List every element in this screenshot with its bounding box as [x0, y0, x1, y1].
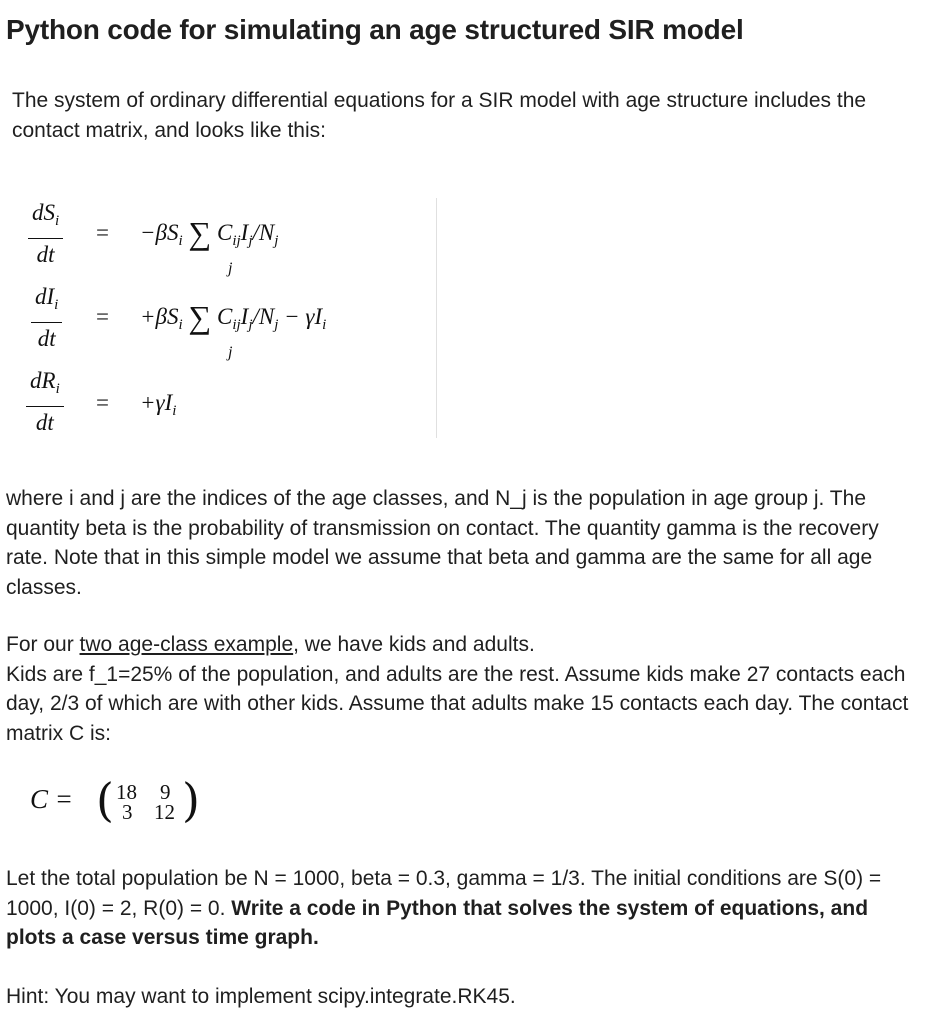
eq1-num-var: S [43, 200, 55, 225]
matrix-cell-22: 12 [154, 800, 175, 824]
task-text: Let the total population be N = 1000, beta = 0.3, gamma = 1/3. The initial conditions are S(0) = 1000, I(0) = 2, R(0) = 0. [6, 867, 882, 920]
matrix-cell-12: 9 [160, 780, 171, 804]
eq2-den: dt [37, 326, 56, 351]
eq1-equals: = [96, 220, 109, 245]
intro-paragraph: The system of ordinary differential equations for a SIR model with age structure includes the contact matrix, and looks like this: [12, 89, 867, 142]
matrix-cell-21: 3 [122, 800, 133, 824]
eq3-equals: = [96, 390, 109, 415]
matrix-cell-11: 18 [116, 780, 137, 804]
eq2-rhs-coef: +βS [140, 304, 179, 329]
example-prefix: For our [6, 633, 80, 656]
eq1-sum-index: j [228, 260, 233, 277]
task-paragraph [6, 864, 921, 953]
eq1-rhs: $-\beta S_i$ ∑ $C_{ij}I_j/N_j$ [140, 215, 279, 251]
equation-block [22, 198, 442, 438]
page-title: Python code for simulating an age structured SIR model [6, 14, 744, 45]
task-bold-instruction: Write a code in Python that solves the system of equations, and plots a case versus time graph. [6, 896, 869, 949]
sum-icon: ∑ [188, 215, 212, 251]
eq2-num-var: I [46, 284, 55, 309]
eq3-lhs-fraction: $dR_i$ dt [26, 366, 64, 438]
eq3-rhs: $+\gamma I_i$ [140, 390, 177, 419]
eq2-tail: − γI [278, 304, 323, 329]
sum-icon: ∑ [188, 299, 212, 335]
eq1-lhs-fraction: $dS_i$ dt [28, 198, 63, 270]
eq3-rhs-expr: +γI [140, 390, 173, 415]
example-paragraph [6, 630, 921, 748]
example-suffix: , we have kids and adults. [293, 633, 535, 656]
example-link[interactable]: two age-class example [79, 633, 294, 656]
right-paren-icon: ) [182, 773, 200, 827]
eq2-equals: = [96, 304, 109, 329]
eq3-num-var: R [41, 368, 56, 393]
explanation-paragraph: where i and j are the indices of the age classes, and N_j is the population in age group j. The quantity beta is the probability of transmission on contact. The quantity gamma is the recovery rate. Note that in this simple model we assume that beta and gamma are the same for all age classes. [6, 487, 879, 599]
eq1-den: dt [36, 242, 55, 267]
eq1-rhs-coef: −βS [140, 220, 179, 245]
eq2-sum-index: j [228, 344, 233, 361]
contact-matrix-label: C = [30, 784, 73, 814]
eq2-rhs: $+\beta S_i$ ∑ $C_{ij}I_j/N_j - \gamma I_i$ [140, 299, 327, 335]
hint-text: Hint: You may want to implement scipy.integrate.RK45. [6, 985, 516, 1008]
equation-divider [436, 198, 437, 438]
example-details: Kids are f_1=25% of the population, and adults are the rest. Assume kids make 27 contacts each day, 2/3 of which are with other kids. Assume that adults make 15 contacts each day. The contact matrix C is: [6, 662, 909, 745]
eq2-lhs-fraction: $dI_i$ dt [31, 282, 62, 354]
left-paren-icon: ( [96, 773, 114, 827]
